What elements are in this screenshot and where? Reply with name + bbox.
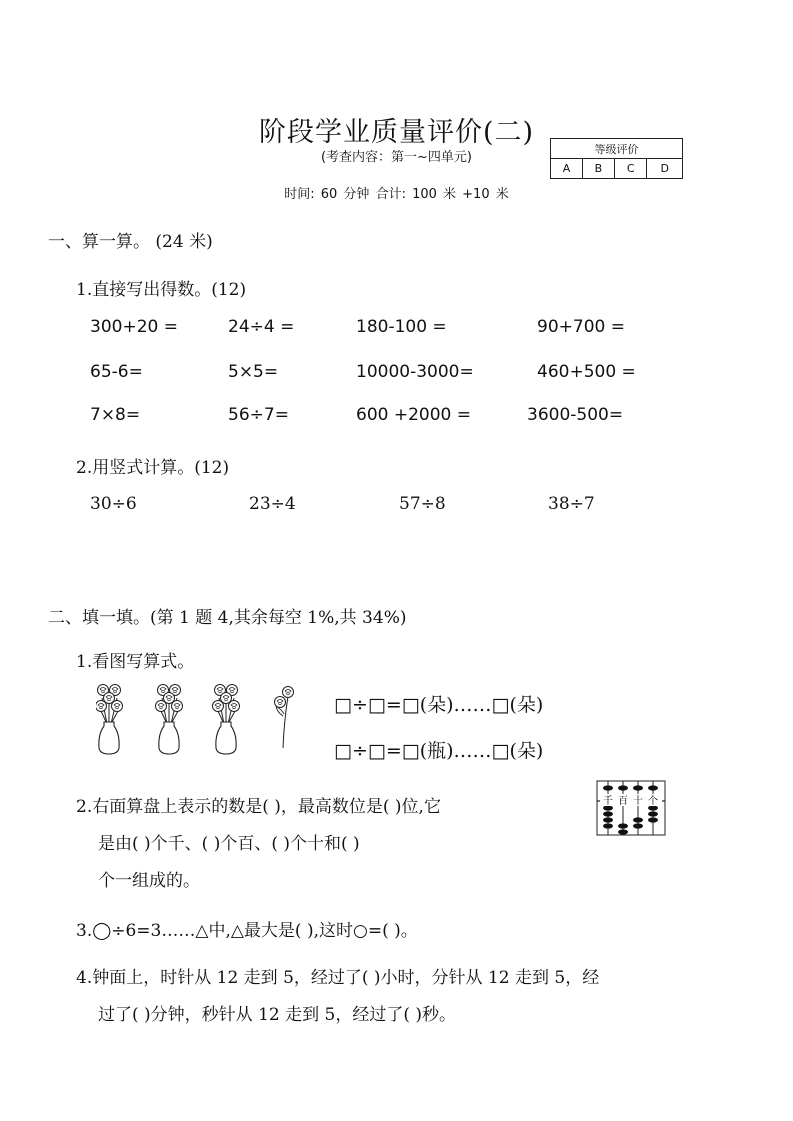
section1-q1-label: 1.直接写出得数。(12) <box>76 280 247 300</box>
formula-line-2: □÷□=□(瓶)……□(朵) <box>334 740 544 762</box>
section2-q1-label: 1.看图写算式。 <box>76 652 195 672</box>
calc-item: 56÷7= <box>228 405 289 425</box>
section2-q2-line3: 个一组成的。 <box>98 871 200 891</box>
section2-q2-line2: 是由( )个千、( )个百、( )个十和( ) <box>98 834 360 854</box>
section2-q3: 3.◯÷6=3……△中,△最大是( ),这时○=( )。 <box>76 921 418 941</box>
vase-icon <box>213 685 240 755</box>
page-title: 阶段学业质量评价(二) <box>258 117 535 148</box>
calc-item: 180-100 = <box>356 317 447 337</box>
abacus-label: 十 <box>633 796 643 807</box>
section1-heading: 一、算一算。 (24 米) <box>48 232 213 252</box>
abacus-icon <box>596 780 666 836</box>
grade-evaluation-table <box>550 138 683 179</box>
vertical-calc-item: 30÷6 <box>90 494 137 514</box>
calc-item: 24÷4 = <box>228 317 295 337</box>
formula-line-1: □÷□=□(朵)……□(朵) <box>334 694 544 716</box>
calc-item: 3600-500= <box>527 405 624 425</box>
grade-cell-d[interactable]: D <box>647 159 683 179</box>
calc-item: 460+500 = <box>537 362 636 382</box>
calc-item: 7×8= <box>90 405 141 425</box>
grade-label: 等级评价 <box>551 139 683 159</box>
calc-item: 10000-3000= <box>356 362 474 382</box>
single-flower-icon <box>275 687 294 749</box>
grade-cell-a[interactable]: A <box>551 159 583 179</box>
calc-item: 600 +2000 = <box>356 405 472 425</box>
grade-cell-b[interactable]: B <box>582 159 614 179</box>
abacus-label: 个 <box>648 796 658 807</box>
section2-q4-line1: 4.钟面上，时针从 12 走到 5，经过了( )小时，分针从 12 走到 5，经 <box>76 968 600 988</box>
section2-heading: 二、填一填。(第 1 题 4,其余每空 1%,共 34%) <box>48 608 407 628</box>
abacus-label: 百 <box>618 796 628 807</box>
calc-item: 300+20 = <box>90 317 178 337</box>
vertical-calc-item: 23÷4 <box>249 494 296 514</box>
grade-cell-c[interactable]: C <box>614 159 646 179</box>
flower-vases-illustration <box>96 682 308 760</box>
calc-item: 90+700 = <box>537 317 625 337</box>
vertical-calc-item: 57÷8 <box>399 494 446 514</box>
page-subtitle: (考查内容：第一~四单元) <box>320 150 473 165</box>
section2-q4-line2: 过了( )分钟，秒针从 12 走到 5，经过了( )秒。 <box>98 1005 456 1025</box>
section2-q2-line1: 2.右面算盘上表示的数是( )，最高数位是( )位,它 <box>76 797 441 817</box>
calc-item: 5×5= <box>228 362 279 382</box>
time-score-info: 时间: 60 分钟 合计: 100 米 +10 米 <box>284 187 509 202</box>
vase-icon <box>96 685 123 755</box>
calc-item: 65-6= <box>90 362 143 382</box>
abacus-label: 千 <box>603 796 613 807</box>
section1-q2-label: 2.用竖式计算。(12) <box>76 458 230 478</box>
vertical-calc-item: 38÷7 <box>548 494 595 514</box>
vase-icon <box>156 685 183 755</box>
